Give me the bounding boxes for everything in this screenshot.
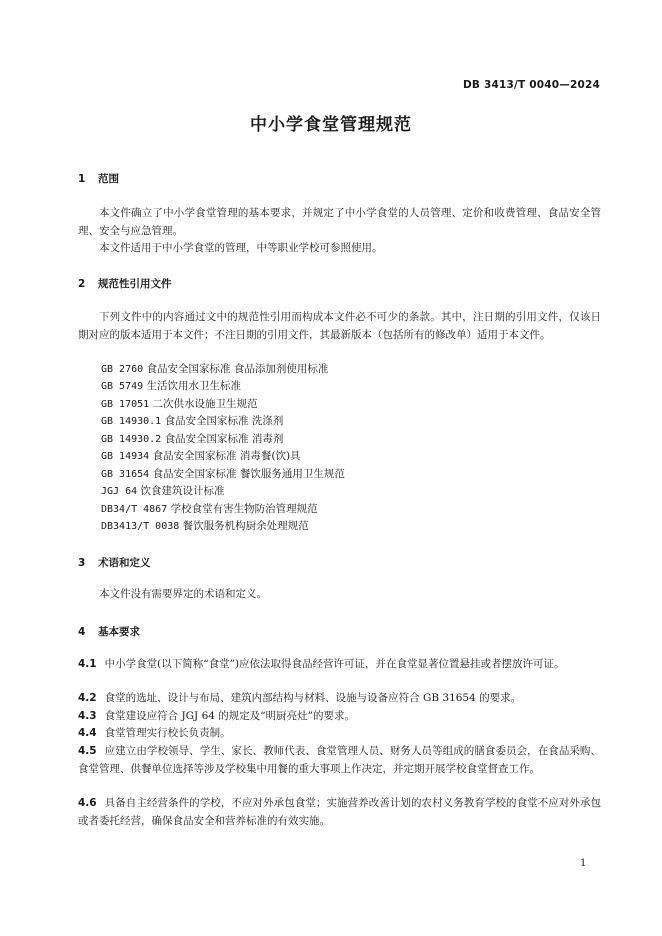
section-1-heading [78, 171, 119, 186]
section-title: 范围 [98, 173, 119, 185]
section-1-paragraph: 本文件确立了中小学食堂管理的基本要求，并规定了中小学食堂的人员管理、定价和收费管理、食品安全管理、安全与应急管理。 [78, 207, 601, 237]
standard-reference [101, 518, 309, 536]
standard-reference [101, 431, 283, 449]
section-number: 2 [78, 278, 86, 290]
clause-number: 4.4 [78, 727, 97, 739]
standard-name: 生活饮用水卫生标准 [146, 380, 241, 392]
clause-number: 4.5 [78, 745, 97, 757]
standard-reference [101, 466, 345, 484]
standard-code: GB 14934 [101, 451, 150, 462]
section-title: 基本要求 [98, 626, 140, 638]
standard-reference [101, 361, 328, 379]
clause-number: 4.2 [78, 692, 97, 704]
clause-number: 4.6 [78, 797, 97, 809]
standard-reference [101, 378, 241, 396]
standard-name: 食品安全国家标准 洗涤剂 [164, 415, 284, 427]
section-3-paragraph: 本文件没有需要界定的术语和定义。 [99, 588, 267, 600]
standard-reference [101, 448, 301, 466]
section-number: 3 [78, 557, 86, 569]
standard-reference [101, 413, 283, 431]
section-number: 4 [78, 626, 86, 638]
section-number: 1 [78, 173, 86, 185]
standard-reference [101, 396, 258, 414]
clause-text: 应建立由学校领导、学生、家长、教师代表、食堂管理人员、财务人员等组成的膳食委员会，在食品采购、食堂管理、供餐单位选择等涉及学校集中用餐的重大事项上作决定，并定期开展学校食堂督查工作。 [78, 745, 601, 775]
standard-code: GB 17051 [101, 399, 150, 410]
clause-4-1 [78, 656, 601, 674]
standard-name: 饮食建筑设计标准 [140, 485, 225, 497]
standard-code: GB 5749 [101, 381, 144, 392]
standard-code: DB3413/T 0038 [101, 521, 180, 532]
clause-text: 中小学食堂(以下简称“食堂”)应依法取得食品经营许可证，并在食堂显著位置悬挂或者摆放许可证。 [104, 658, 565, 670]
section-2-heading [78, 276, 172, 291]
standard-name: 食品安全国家标准 食品添加剂使用标准 [146, 363, 329, 375]
standard-name: 食品安全国家标准 消毒餐(饮)具 [152, 450, 301, 462]
clause-text: 食堂管理实行校长负责制。 [104, 727, 231, 739]
standard-name: 餐饮服务机构厨余处理规范 [182, 520, 309, 532]
clause-number: 4.1 [78, 658, 97, 670]
document-code: DB 3413/T 0040—2024 [463, 79, 600, 91]
standard-reference [101, 483, 224, 501]
standard-name: 学校食堂有害生物防治管理规范 [170, 503, 318, 515]
section-1-paragraph: 本文件适用于中小学食堂的管理，中等职业学校可参照使用。 [99, 242, 383, 254]
clause-4-6 [78, 795, 601, 830]
standard-reference [101, 501, 318, 519]
clause-4-2 [78, 690, 601, 708]
standard-code: DB34/T 4867 [101, 504, 168, 515]
clause-4-4 [78, 725, 601, 743]
clause-text: 具备自主经营条件的学校，不应对外承包食堂；实施营养改善计划的农村义务教育学校的食堂不应对外承包或者委托经营，确保食品安全和营养标准的有效实施。 [78, 797, 601, 827]
clause-4-5 [78, 743, 601, 778]
standard-name: 食品安全国家标准 餐饮服务通用卫生规范 [152, 468, 345, 480]
clause-text: 食堂建设应符合 JGJ 64 的规定及“明厨亮灶”的要求。 [104, 710, 356, 722]
standard-name: 二次供水设施卫生规范 [152, 398, 258, 410]
section-3-heading [78, 555, 151, 570]
page-number: 1 [580, 858, 587, 869]
standard-name: 食品安全国家标准 消毒剂 [164, 433, 284, 445]
standard-code: GB 14930.1 [101, 416, 162, 427]
clause-text: 食堂的选址、设计与布局、建筑内部结构与材料、设施与设备应符合 GB 31654 的要求。 [104, 692, 522, 704]
standard-code: GB 2760 [101, 364, 144, 375]
clause-number: 4.3 [78, 710, 97, 722]
section-title: 术语和定义 [98, 557, 151, 569]
page-title: 中小学食堂管理规范 [250, 115, 412, 135]
standard-code: GB 31654 [101, 469, 150, 480]
standard-code: GB 14930.2 [101, 434, 162, 445]
section-2-intro: 下列文件中的内容通过文中的规范性引用而构成本文件必不可少的条款。其中，注日期的引用文件，仅该日期对应的版本适用于本文件；不注日期的引用文件，其最新版本（包括所有的修改单）适用于本文件。 [78, 311, 601, 341]
section-title: 规范性引用文件 [98, 278, 172, 290]
standard-code: JGJ 64 [101, 486, 138, 497]
clause-4-3 [78, 708, 601, 726]
section-4-heading [78, 624, 140, 639]
